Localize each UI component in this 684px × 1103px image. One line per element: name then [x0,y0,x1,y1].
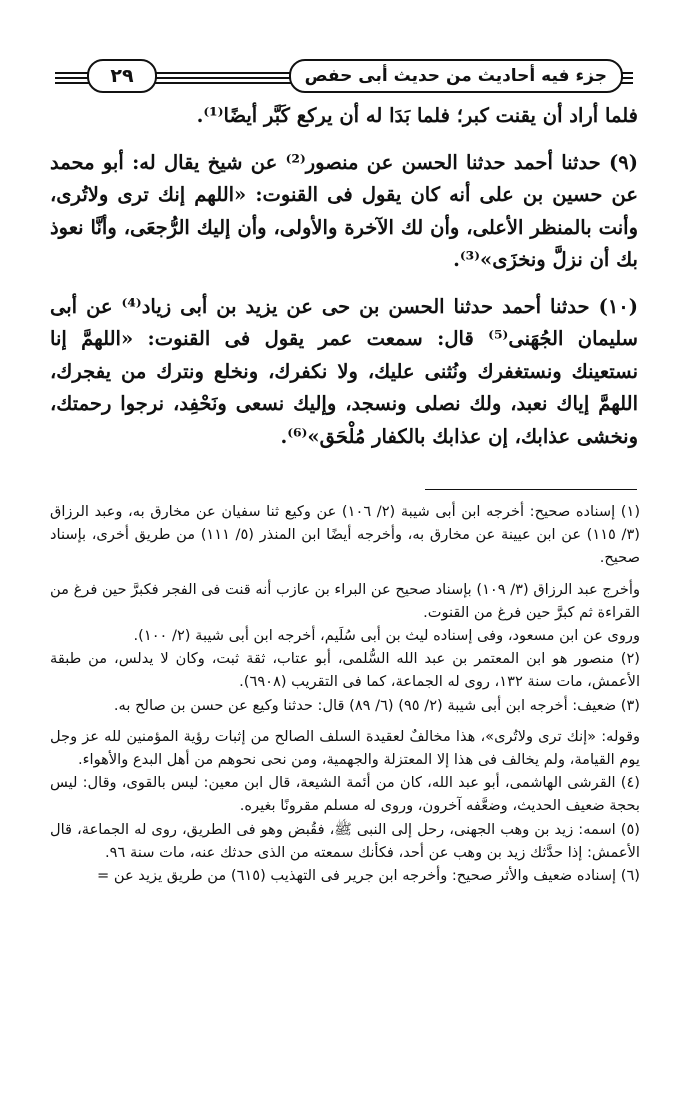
footnote-1-addendum: وروى عن ابن مسعود، وفى إسناده ليث بن أبى سُلَيم، أخرجه ابن أبى شيبة (٢/ ١٠٠). [133,627,640,645]
main-text [50,100,638,453]
paragraph-hadith-9: (٩) حدثنا أحمد حدثنا الحسن عن منصور⁽²⁾ عن شيخ يقال له: أبو محمد عن حسين بن على أنه كان يقول فى القنوت: «اللهم إنك ترى ولاتُرى، وأنت بالمنظر الأعلى، وأن لك الآخرة والأولى، وأن إليك الرُّجعَى، وأنَّا نعوذ بك أن نزلَّ ونخزَى»⁽³⁾. [50,150,638,271]
footnote-1: (١) إسناده صحيح: أخرجه ابن أبى شيبة (٢/ ١٠٦) عن وكيع ثنا سفيان عن مخارق به، وعبد الرزاق (٣/ ١١٥) عن ابن عيينة عن مخارق به، وأخرجه أيضًا ابن المنذر (٥/ ١١١) من طريق أخرى، بإسناد صحيح. [50,503,641,567]
paragraph-continuation: فلما أراد أن يقنت كبر؛ فلما بَدَا له أن يركع كَبَّر أيضًا⁽¹⁾. [196,104,638,127]
page-number: ٢٩ [87,59,157,93]
paragraph-hadith-10: (١٠) حدثنا أحمد حدثنا الحسن بن حى عن يزيد بن أبى زياد⁽⁴⁾ عن أبى سليمان الجُهَنى⁽⁵⁾ قال: سمعت عمر يقول فى القنوت: «اللهمَّ إنا نستعينك ونستغفرك ونُثنى عليك، ولا نكفرك، ونخلع ونترك من يفجرك، اللهمَّ إياك نعبد، ولك نصلى ونسجد، وإليك نسعى ونَحْفِد، نرجوا رحمتك، ونخشى عذابك، إن عذابك بالكفار مُلْحَق»⁽⁶⁾. [50,294,639,448]
footnotes [50,500,640,887]
footnote-5: (٥) اسمه: زيد بن وهب الجهنى، رحل إلى النبى ﷺ، فقُبض وهو فى الطريق، روى له الجماعة، قال الأعمش: إذا حدَّثك زيد بن وهب عن أحد، فكأنك سمعته من الذى حدثك عنه، مات سنة ٩٦. [50,820,640,861]
running-title: جزء فيه أحاديث من حديث أبى حفص [289,59,623,93]
footnote-6: (٦) إسناده ضعيف والأثر صحيح: وأخرجه ابن جرير فى التهذيب (٦١٥) من طريق يزيد عن = [96,867,640,885]
footnote-3-addendum: وقوله: «إنك ترى ولاتُرى»، هذا مخالفٌ لعقيدة السلف الصالح من إثبات رؤية المؤمنين لله عز وجل يوم القيامة، ولم يخالف فى هذا إلا المعتزلة والجهمية، ومن نحى نحوهم من أهل البدع والأهواء. [50,727,640,769]
page-header [55,55,633,97]
footnote-3: (٣) ضعيف: أخرجه ابن أبى شيبة (٢/ ٩٥) (٦/ ٨٩) قال: حدثنا وكيع عن حسن بن صالح به. [113,696,640,714]
footnote-divider [425,489,637,490]
footnote-1-addendum: وأخرج عبد الرزاق (٣/ ١٠٩) بإسناد صحيح عن البراء بن عازب أنه قنت فى الفجر فكبرَّ حين فرغ من القراءة ثم كبرَّ حين فرغ من القنوت. [50,580,640,621]
footnote-2: (٢) منصور هو ابن المعتمر بن عبد الله السُّلمى، أبو عتاب، ثقة ثبت، وكان لا يدلس، من طبقة الأعمش، مات سنة ١٣٢، روى له الجماعة، كما فى التقريب (٦٩٠٨). [50,650,640,691]
footnote-4: (٤) القرشى الهاشمى، أبو عبد الله، كان من أئمة الشيعة، قال ابن معين: ليس بالقوى، وقال: ليس بحجة ضعيف الحديث، وضعَّفه آخرون، وروى له مسلم مقرونًا بغيره. [50,774,640,815]
